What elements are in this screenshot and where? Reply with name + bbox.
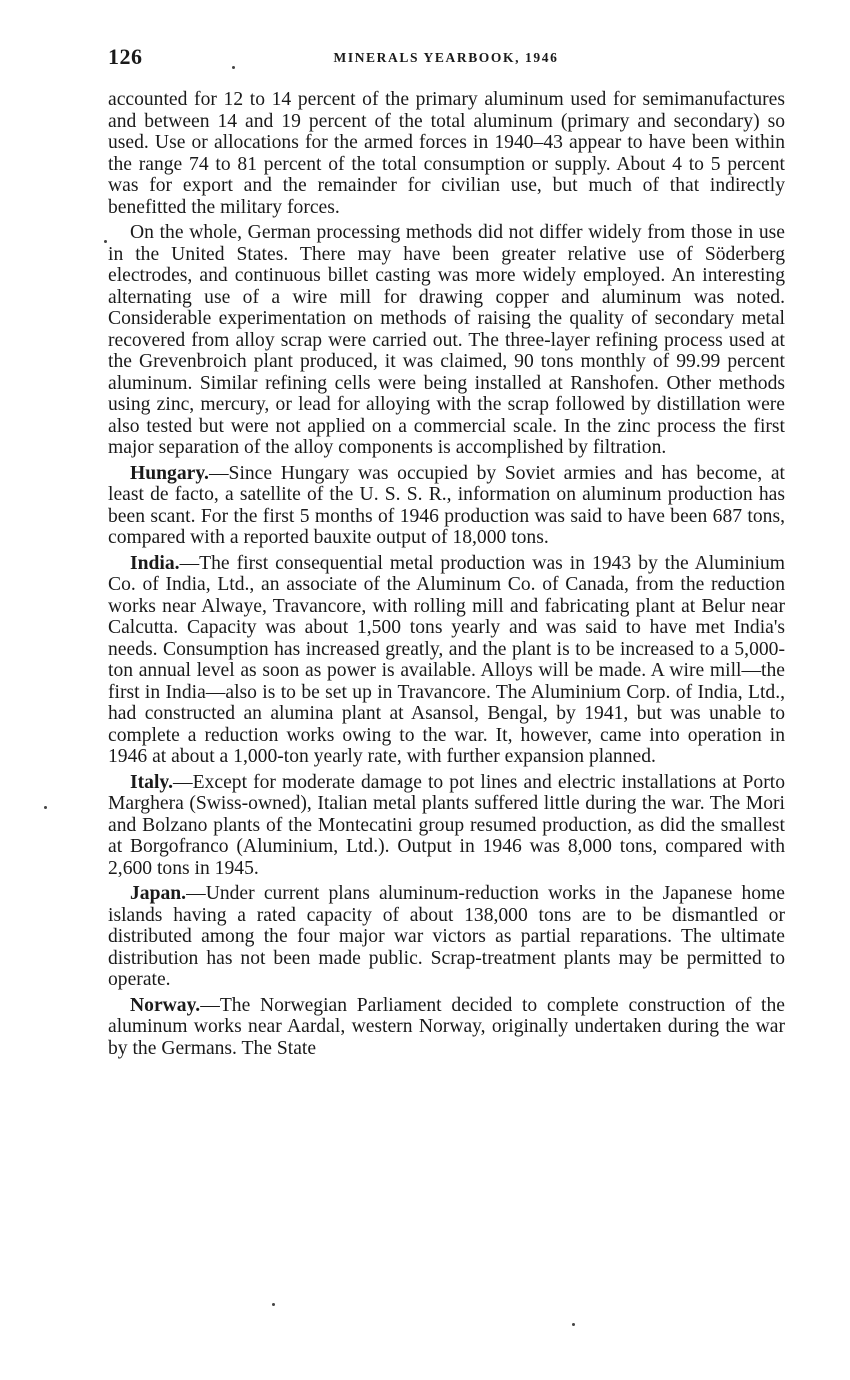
scan-speck xyxy=(232,66,235,69)
running-title: MINERALS YEARBOOK, 1946 xyxy=(333,50,559,65)
body-text xyxy=(108,89,785,1063)
japan-text: —Under current plans aluminum-reduction works in the Japanese home islands having a rated capacity of about 138,000 tons are to be dismantled or distributed among the four major war victors as partial reparations. The ultimate distribution has not been made public. Scrap-treatment plants may be permitted to operate. xyxy=(108,883,785,990)
paragraph-germany-consumption: accounted for 12 to 14 percent of the primary aluminum used for semimanufactures and between 14 and 19 percent of the total aluminum (primary and secondary) so used. Use or allocations for the armed forces in 1940–43 appear to have been within the range 74 to 81 percent of the total consumption or supply. About 4 to 5 percent was for export and the remainder for civilian use, but much of that indirectly benefitted the military forces. xyxy=(108,89,785,218)
paragraph-hungary xyxy=(108,463,785,549)
scan-speck xyxy=(272,1303,275,1306)
india-text: —The first consequential metal production was in 1943 by the Aluminium Co. of India, Ltd., an associate of the Aluminum Co. of Canada, from the reduction works near Alwaye, Travancore, with rolling mill and fabricating plant at Belur near Calcutta. Capacity was about 1,500 tons yearly and was said to have met India's needs. Consumption has increased greatly, and the plant is to be increased to a 5,000-ton annual level as soon as power is available. Alloys will be made. A wire mill—the first in India—also is to be set up in Travancore. The Aluminium Corp. of India, Ltd., had constructed an alumina plant at Asansol, Bengal, by 1941, but was unable to complete a reduction works owing to the war. It, however, came into operation in 1946 at about a 1,000-ton yearly rate, with further expansion planned. xyxy=(108,552,785,767)
page-number: 126 xyxy=(108,44,143,69)
scan-speck xyxy=(572,1323,575,1326)
italy-text: —Except for moderate damage to pot lines and electric installations at Porto Marghera (Swiss-owned), Italian metal plants suffered little during the war. The Mori and Bolzano plants of the Montecatini group resumed production, as did the smallest at Borgofranco (Aluminium, Ltd.). Output in 1946 was 8,000 tons, compared with 2,600 tons in 1945. xyxy=(108,771,785,879)
scan-speck xyxy=(44,806,47,809)
hungary-text: —Since Hungary was occupied by Soviet armies and has become, at least de facto, a satellite of the U. S. S. R., information on aluminum production has been scant. For the first 5 months of 1946 production was said to have been 687 tons, compared with a reported bauxite output of 18,000 tons. xyxy=(108,462,785,548)
country-heading-india: India. xyxy=(130,552,180,574)
paragraph-japan xyxy=(108,883,785,991)
country-heading-italy: Italy. xyxy=(130,771,174,793)
paragraph-india xyxy=(108,553,785,768)
norway-text: —The Norwegian Parliament decided to complete construction of the aluminum works near Aardal, western Norway, originally undertaken during the war by the Germans. The State xyxy=(108,994,785,1059)
paragraph-norway xyxy=(108,995,785,1060)
country-heading-norway: Norway. xyxy=(130,994,201,1016)
country-heading-japan: Japan. xyxy=(130,883,187,904)
paragraph-germany-processing: On the whole, German processing methods did not differ widely from those in use in the United States. There may have been greater relative use of Söderberg electrodes, and continuous billet casting was more widely employed. An interesting alternating use of a wire mill for drawing copper and aluminum was noted. Considerable experimentation on methods of raising the quality of secondary metal recovered from alloy scrap were carried out. The three-layer refining process used at the Grevenbroich plant produced, it was claimed, 90 tons monthly of 99.99 percent aluminum. Similar refining cells were being installed at Ranshofen. Other methods using zinc, mercury, or lead for alloying with the scrap followed by distillation were also tested but were not applied on a commercial scale. In the zinc process the first major separation of the alloy components is accomplished by filtration. xyxy=(108,222,785,458)
running-head xyxy=(108,44,784,74)
scan-speck xyxy=(104,240,107,243)
country-heading-hungary: Hungary. xyxy=(130,462,209,484)
paragraph-italy xyxy=(108,772,785,880)
